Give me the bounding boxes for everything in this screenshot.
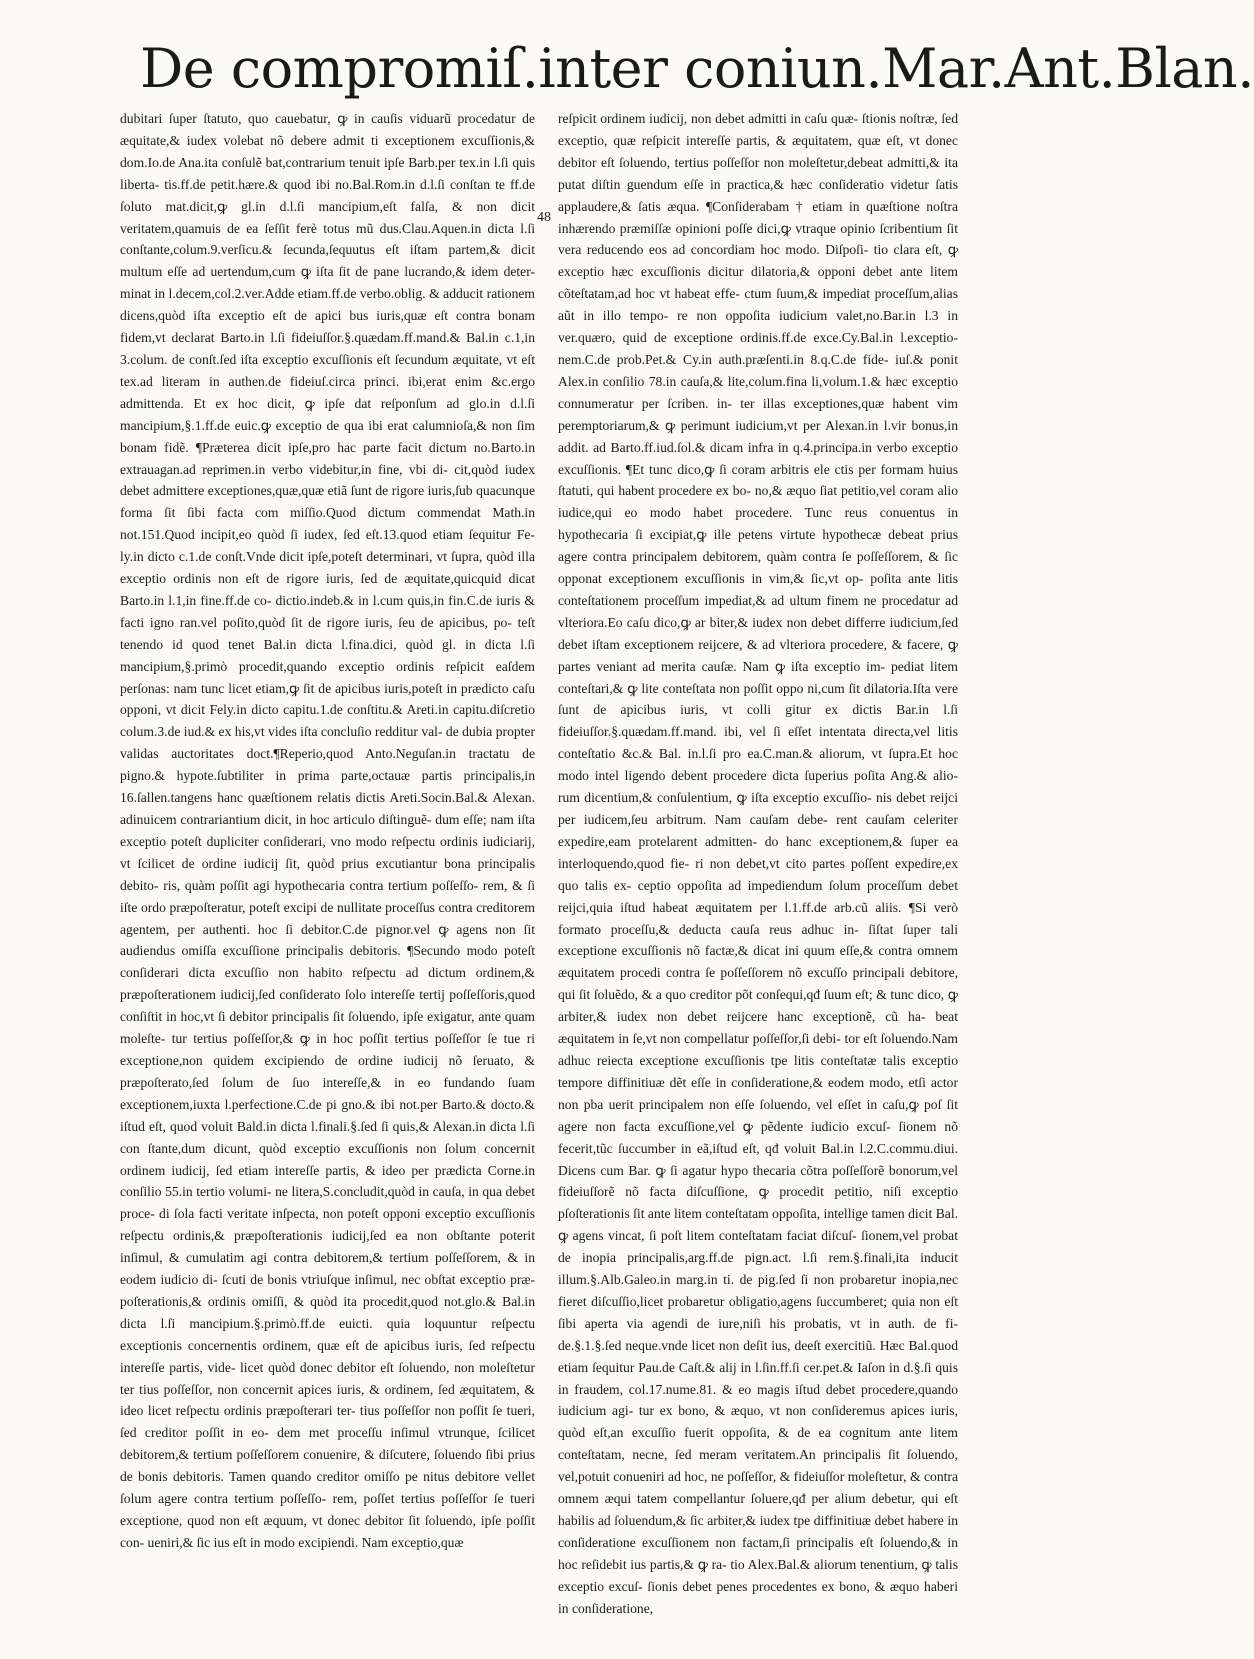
right-column — [558, 108, 958, 1620]
right-column-text: reſpicit ordinem iudicij, non debet admitti in caſu quæ- ſtionis noſtræ, ſed exceptio, quæ reſpicit intereſſe partis, & æquitatem, quæ eſt, vt donec debitor eſt ſoluendo, tertius poſſeſſor non moleſtetur,debeat admitti,& ita putat diſtin guendum eſſe in practica,& hæc conſideratio videtur ſatis applaudere,& ſatis æqua. ¶Conſiderabam † etiam in quæſtione noſtra inhærendo præmiſſæ opinioni poſſe dici,ꝙ vtraque opinio ſcribentium ſit vera reducendo eos ad concordiam hoc modo. Diſpoſi- tio clara eſt, ꝙ exceptio hæc excuſſionis dicitur dilatoria,& opponi debet ante litem cõteſtatam,ad hoc vt habeat effe- ctum ſuum,& impediat proceſſum,alias aũt in illo tempo- re non oppoſita iudicium valet,no.Bar.in l.3 in ver.quæro, quid de exceptione ordinis.ff.de exce.Cy.Bal.in l.exceptio- nem.C.de prob.Pet.& Cy.in auth.præſenti.in 8.q.C.de fide- iuſ.& ponit Alex.in conſilio 78.in cauſa,& lite,colum.fina li,volum.1.& hæc exceptio connumeratur per ſcriben. in- ter illas exceptiones,quæ habent vim peremptoriarum,& ꝙ perimunt iudicium,vt per Alexan.in l.vir bonus,in addit. ad Barto.ff.iud.ſol.& dicam infra in q.4.principa.in verbo exceptio excuſſionis. ¶Et tunc dico,ꝙ ſi coram arbitris ele ctis per formam huius ſtatuti, qui habent procedere ex bo- no,& æquo ſiat petitio,vel coram alio iudice,qui eo modo habet procedere. Tunc reus conuentus in hypothecaria ſi excipiat,ꝙ ille petens virtute hypothecæ debeat prius agere contra principalem debitorem, quàm contra ſe poſſeſſorem, & ſic opponat exceptionem excuſſionis in vim,& ſic,vt op- poſita ante litis conteſtationem proceſſum impediat,& ad ultum finem ne procedatur ad vlteriora.Eo caſu dico,ꝙ ar biter,& iudex non debet differre iudicium,ſed debet iſtam exceptionem reijcere, & ad vlteriora procedere, & facere, ꝙ partes veniant ad merita cauſæ. Nam ꝙ iſta exceptio im- pediat litem conteſtari,& ꝙ lite conteſtata non poſſit oppo ni,cum ſit dilatoria.Iſta vere ſunt de apicibus iuris, vt colli gitur ex dictis Bar.in l.ſi fideiuſſor.§.quædam.ff.mand. ibi, vel ſi eſſet intentata directa,vel litis conteſtatio &c.& Bal. in.l.ſi pro ea.C.man.& aliorum, vt ſupra.Et hoc modo intel ligendo debent procedere dicta ſuperius poſita Ang.& alio- rum dicentium,& conſulentium, ꝙ iſta exceptio excuſſio- nis debet reijci per iudicem,ſeu arbitrum. Nam cauſam debe- rent cauſam celeriter expedire,eam protelarent admitten- do hanc exceptionem,& ſuper ea interloquendo,quod fie- ri non debet,vt cito partes poſſent expedire,ex quo talis ex- ceptio oppoſita ad impediendum ſolum proceſſum debet reijci,quia iſtud habeat æquitatem per l.1.ff.de arb.cũ aliis. ¶Si verò formato proceſſu,& deducta cauſa reus adhuc in- ſiſtat ſuper tali exceptione excuſſionis nõ factæ,& dicat ini quum eſſe,& contra omnem æquitatem procedi contra ſe poſſeſſorem nõ excuſſo principali debitore, qui ſit ſoluẽdo, & a quo creditor põt conſequi,qđ ſuum eſt; & tunc dico, ꝙ arbiter,& iudex non debet reijcere hanc exceptionẽ, cũ ha- beat æquitatem in ſe,vt non compellatur poſſeſſor,ſi debi- tor eſt ſoluendo.Nam adhuc reiecta exceptione excuſſionis tpe litis conteſtatæ talis exceptio tempore diffinitiuæ dẽt eſſe in conſideratione,& eodem modo, etſi actor non pba uerit principalem non eſſe ſoluendo, vel eſſet in caſu,ꝙ poſ ſit agere non facta excuſſione,vel ꝙ pẽdente iudicio excuſ- ſionem nõ fecerit,tũc ſuccumber in eã,iſtud eſt, qđ voluit Bal.in l.2.C.commu.diui. Dicens cum Bar. ꝙ ſi agatur hypo thecaria cõtra poſſeſſorẽ bonorum,vel fideiuſſorẽ nõ facta diſcuſſione, ꝙ procedit petitio, niſi exceptio pſoſterationis ſit ante litem conteſtatam oppoſita, intellige tamen dicit Bal. ꝙ agens vincat, ſi poſt litem conteſtatam faciat diſcuſ- ſionem,vel probat de inopia principalis,arg.ff.de pign.act. l.ſi rem.§.finali,ita inducit illum.§.Alb.Galeo.in marg.in ti. de pig.ſed ſi non probaretur inopia,nec fieret diſcuſſio,licet probaretur obligatio,agens ſuccumberet; quia non eſt ſibi aperta via agendi de iure,niſi his probatis, vt in auth. de fi- de.§.1.§.ſed neque.vnde licet non deſit ius, deeſt exercitiũ. Hæc Bal.quod etiam ſequitur Pau.de Caſt.& alij in l.ſin.ff.ſi cer.pet.& Iaſon in d.§.ſi quis in fraudem, col.17.nume.81. & eo magis iſtud debet procedere,quando iudicium agi- tur ex bono, & æquo, vt non conſideremus apices iuris, quòd eſt,an excuſſio fuerit oppoſita, & de ea cognitum ante litem conteſtatam, necne, ſed meram veritatem.An principalis ſit ſoluendo, vel,potuit conueniri ad hoc, ne poſſeſſor, & fideiuſſor moleſtetur, & contra omnem æqui tatem compellantur ſoluere,qđ per alium debetur, qui eſt habilis ad ſoluendum,& ſic arbiter,& iudex tpe diffinitiuæ debet habere in conſideratione excuſſionem non factam,ſi principalis eſt ſoluendo,& in hoc reſidebit ius partis,& ꝙ ra- tio Alex.Bal.& aliorum tenentium, ꝙ talis exceptio excuſ- ſionis debet penes procedentes ex bono, & æquo haberi in conſideratione, — [558, 111, 958, 1616]
left-column — [120, 108, 535, 1554]
margin-note: 48 — [537, 210, 551, 225]
left-column-text: dubitari ſuper ſtatuto, quo cauebatur, ꝙ in cauſis viduarũ procedatur de æquitate,& iudex volebat nõ debere admit ti exceptionem excuſſionis,& dom.Io.de Ana.ita conſulẽ bat,contrarium tenuit ipſe Barb.per tex.in l.ſi quis liberta- tis.ff.de petit.hære.& quod ibi no.Bal.Rom.in d.l.ſi conſtan te ff.de ſoluto mat.dicit,ꝙ gl.in d.l.ſi mancipium,eſt falſa, & non dicit veritatem,quamuis de ea ſeſſit ferè totus mũ dus.Clau.Aquen.in dicta l.ſi conſtante,colum.9.verſicu.& ſecunda,ſequutus eſt iſtam partem,& dicit multum eſſe ad uertendum,cum ꝙ iſta ſit de pane lucrando,& idem deter- minat in l.decem,col.2.ver.Adde etiam.ff.de verbo.oblig. & adducit rationem dicens,quòd iſta exceptio eſt de apici bus iuris,quæ eſt contra bonam fidem,vt declarat Barto.in l.ſi fideiuſſor.§.quædam.ff.mand.& Bal.in c.1,in 3.colum. de conſt.ſed iſta exceptio excuſſionis eſt ſecundum æquitate, vt eſt tex.ad literam in authen.de fideiuſ.circa princi. ibi,erat enim &c.ergo admittenda. Et ex hoc dicit, ꝙ ipſe dat reſponſum ad glo.in d.l.ſi mancipium,§.1.ff.de euic.ꝙ exceptio de qua ibi erat calumnioſa,& non ſim bonam fidẽ. ¶Præterea dicit ipſe,pro hac parte facit dictum no.Barto.in extrauagan.ad reprimen.in verbo videbitur,in fine, vbi di- cit,quòd iudex debet admittere exceptiones,quæ,quæ etiã ſunt de rigore iuris,ſub quacunque forma ſit ſibi facta com miſſio.Quod dictum commendat Math.in not.151.Quod incipit,eo quòd ſi iudex, ſed eſt.13.quod etiam ſequitur Fe- ly.in dicto c.1.de conſt.Vnde dicit ipſe,poteſt determinari, vt ſupra, quòd illa exceptio ordinis non eſt de rigore iuris, ſed de æquitate,quicquid dicat Barto.in l.1,in fine.ff.de co- dictio.indeb.& in l.cum quis,in fin.C.de iuris & facti igno ran.vel poſito,quòd ſit de rigore iuris, ſeu de apicibus, po- teſt tenendo id quod tenet Bal.in dicta l.fina.dici, quòd gl. in dicta l.ſi mancipium,§.primò procedit,quando exceptio ordinis reſpicit eaſdem perſonas: nam tunc licet etiam,ꝙ ſit de apicibus iuris,poteſt in prædicto caſu opponi, vt dicit Fely.in dicto capitu.1.de conſtitu.& Areti.in capitu.diſcretio colum.3.de iud.& ex his,vt vides iſta concluſio redditur val- de dubia propter validas auctoritates doct.¶Reperio,quod Anto.Neguſan.in tractatu de pigno.& hypote.ſubtiliter in prima parte,octauæ partis principalis,in 16.ſallen.tangens hanc quæſtionem relatis dictis Areti.Socin.Bal.& Alexan. adinuicem contrariantium dicit, in hoc articulo diſtinguẽ- dum eſſe; nam iſta exceptio poteſt dupliciter conſiderari, vno modo reſpectu ordinis iudiciarij, vt ſcilicet de ordine iudicij ſit, quòd prius excutiantur bona principalis debito- ris, quàm poſſit agi hypothecaria contra tertium poſſeſſo- rem, & ſi iſte ordo præpoſteratur, poteſt excipi de nullitate proceſſus contra creditorem agentem, per authenti. hoc ſi debitor.C.de pignor.vel ꝙ agens non ſit audiendus omiſſa excuſſione principalis debitoris. ¶Secundo modo poteſt conſiderari dicta excuſſio non habito reſpectu ad dictum ordinem,& præpoſterationem iudicij,ſed conſiderato ſolo intereſſe tertij poſſeſſoris,quod conſiſtit in hoc,vt ſi debitor principalis ſit ſoluendo, ipſe exigatur, ante quam moleſte- tur tertius poſſeſſor,& ꝙ in hoc poſſit tertius poſſeſſor ſe tue ri exceptione,non quidem excipiendo de ordine iudicij nõ ſeruato, & præpoſterato,ſed ſolum de ſuo intereſſe,& in eo fundando ſuam exceptionem,iuxta l.perfectione.C.de pi gno.& ibi not.per Barto.& docto.& iſtud eſt, quod voluit Bald.in dicta l.finali.§.ſed ſi quis,& Alexan.in dicta l.ſi con ſtante,dum dicunt, quòd exceptio excuſſionis non ſolum concernit ordinem iudicij, ſed etiam intereſſe partis, & ideo per prædicta Corne.in conſilio 55.in tertio volumi- ne litera,S.concludit,quòd in cauſa, in qua debet proce- di ſola facti veritate inſpecta, non poteſt opponi exceptio excuſſionis reſpectu ordinis,& præpoſterationis iudicij,ſed ea non obſtante poterit inſimul, & cumulatim agi contra debitorem,& tertium poſſeſſorem, & in eodem iudicio di- ſcuti de bonis vtriuſque inſimul, nec obſtat exceptio præ- poſterationis,& ordinis omiſſi, & quòd ita procedit,quod not.glo.& Bal.in dicta l.ſi mancipium.§.primò.ff.de euicti. quia loquuntur reſpectu exceptionis concernentis ordinem, quæ eſt de apicibus iuris, ſed reſpectu intereſſe partis, vide- licet quòd donec debitor eſt ſoluendo, non moleſtetur ter tius poſſeſſor, non concernit apices iuris, & ordinem, ſed æquitatem, & ideo licet reſpectu ordinis præpoſterari ter- tius poſſeſſor non poſſit ſe tueri, ſed creditor poſſit in eo- dem met proceſſu inſimul vtrunque, ſcilicet debitorem,& tertium poſſeſſorem conuenire, & diſcutere, ſoluendo ſibi prius de bonis debitoris. Tamen quando creditor omiſſo pe nitus debitore vellet ſolum agere contra tertium poſſeſſo- rem, poſſet tertius poſſeſſor ſe tueri exceptione, quod non eſt æquum, vt donec debitor ſit ſoluendo, ipſe poſſit con- ueniri,& ſic ius eſt in modo excipiendi. Nam exceptio,quæ — [120, 111, 535, 1550]
page-title: De compromiſ.inter coniun.Mar.Ant.Blan. — [140, 37, 1254, 100]
